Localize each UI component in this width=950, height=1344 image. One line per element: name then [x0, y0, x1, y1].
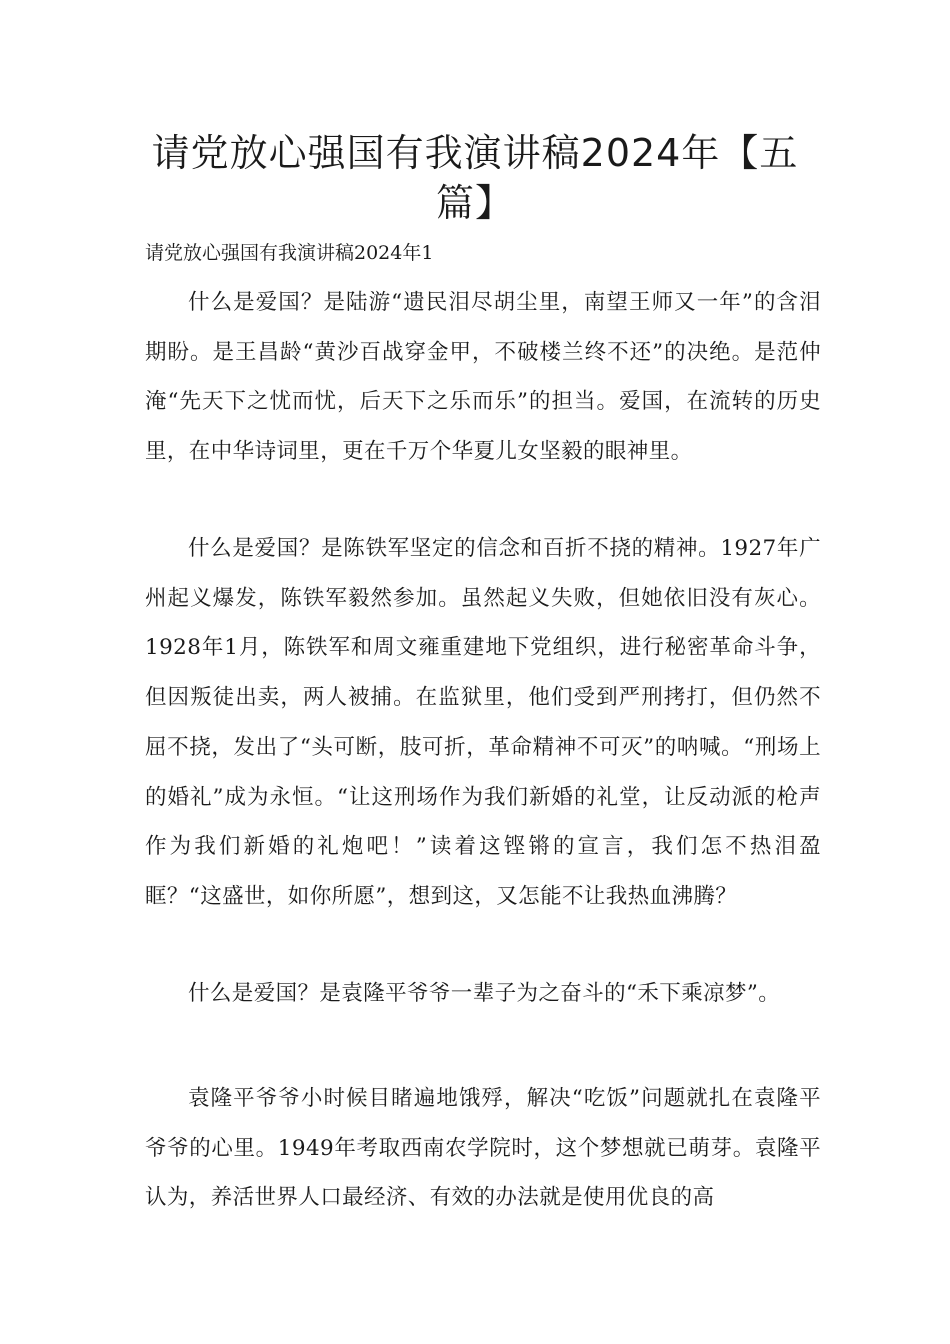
paragraph-1: 什么是爱国？是陆游“遗民泪尽胡尘里，南望王师又一年”的含泪期盼。是王昌龄“黄沙百战穿金甲，不破楼兰终不还”的决绝。是范仲淹“先天下之忧而忧，后天下之乐而乐”的担当。爱国，在流转的历史里，在中华诗词里，更在千万个华夏儿女坚毅的眼神里。 [145, 290, 821, 465]
section-heading: 请党放心强国有我演讲稿2024年1 [145, 242, 434, 264]
paragraph-3: 什么是爱国？是袁隆平爷爷一辈子为之奋斗的“禾下乘凉梦”。 [188, 981, 781, 1006]
document-title: 请党放心强国有我演讲稿2024年【五篇】 [151, 131, 799, 225]
paragraph-4: 袁隆平爷爷小时候目睹遍地饿殍，解决“吃饭”问题就扎在袁隆平爷爷的心里。1949年考取西南农学院时，这个梦想就已萌芽。袁隆平认为，养活世界人口最经济、有效的办法就是使用优良的高 [145, 1086, 821, 1211]
paragraph-2: 什么是爱国？是陈铁军坚定的信念和百折不挠的精神。1927年广州起义爆发，陈铁军毅然参加。虽然起义失败，但她依旧没有灰心。1928年1月，陈铁军和周文雍重建地下党组织，进行秘密革命斗争，但因叛徒出卖，两人被捕。在监狱里，他们受到严刑拷打，但仍然不屈不挠，发出了“头可断，肢可折，革命精神不可灭”的呐喊。“刑场上的婚礼”成为永恒。“让这刑场作为我们新婚的礼堂，让反动派的枪声作为我们新婚的礼炮吧！”读着这铿锵的宣言，我们怎不热泪盈眶？“这盛世，如你所愿”，想到这，又怎能不让我热血沸腾？ [145, 536, 821, 909]
